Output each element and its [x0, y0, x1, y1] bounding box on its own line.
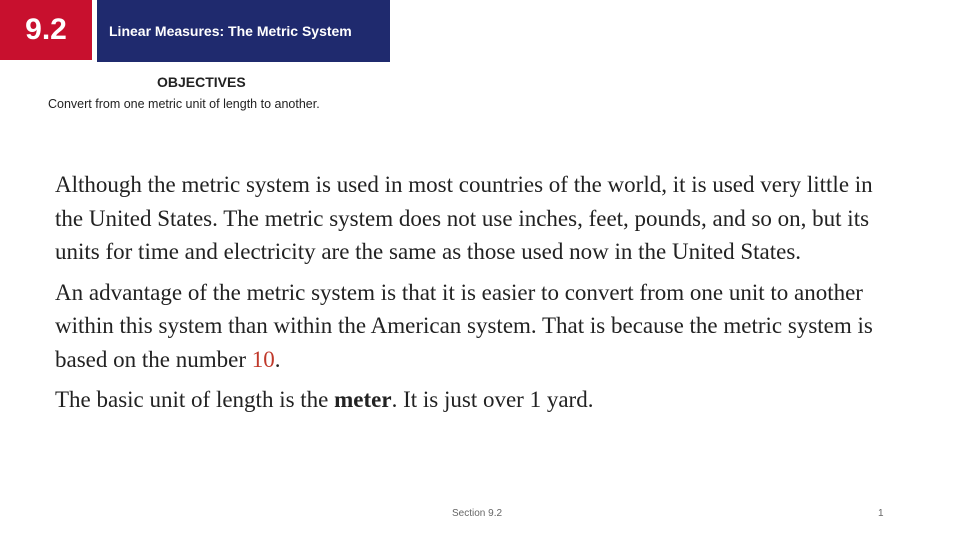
paragraph-3-end: . It is just over 1 yard.: [391, 387, 594, 412]
paragraph-2-end: .: [274, 346, 281, 372]
paragraph-metric-advantage: [55, 276, 885, 377]
term-meter: meter: [334, 387, 392, 412]
page-number: 1: [878, 508, 884, 519]
section-number-badge: 9.2: [0, 0, 92, 60]
paragraph-meter-definition: [55, 383, 885, 417]
highlight-number: 10: [251, 346, 275, 372]
paragraph-2-text: An advantage of the metric system is that it is easier to convert from one unit to another within this system than within the American system. That is because the metric system is based on the number: [55, 279, 873, 372]
slide-body: [55, 168, 885, 424]
objectives-heading: OBJECTIVES: [157, 74, 246, 90]
paragraph-3-text: The basic unit of length is the: [55, 387, 335, 412]
objectives-text: Convert from one metric unit of length to another.: [48, 97, 320, 111]
footer-section-label: Section 9.2: [452, 508, 503, 519]
slide-title: Linear Measures: The Metric System: [97, 0, 390, 62]
paragraph-metric-usage: Although the metric system is used in most countries of the world, it is used very little in the United States. The metric system does not use inches, feet, pounds, and so on, but its units for time and electricity are the same as those used now in the United States.: [55, 172, 873, 264]
